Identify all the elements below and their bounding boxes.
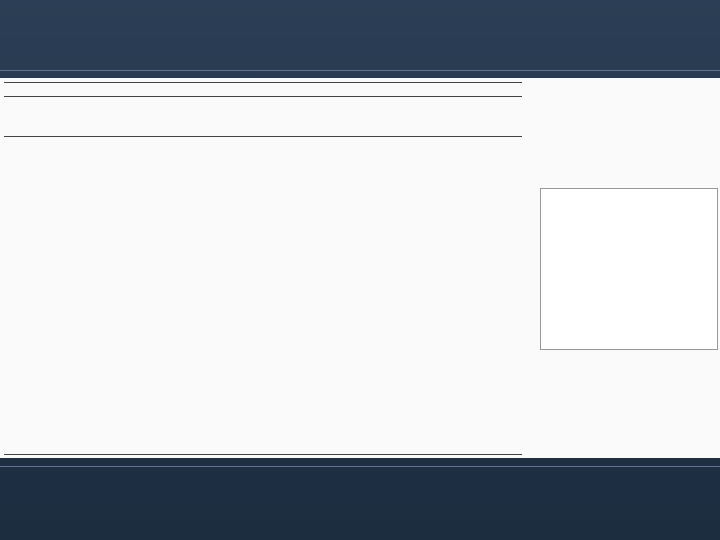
legend-panel (540, 188, 718, 350)
header-rule (4, 96, 522, 97)
slide-bottom-rule (0, 466, 720, 467)
table-bottom-rule (4, 454, 522, 455)
slide-top-rule (0, 70, 720, 71)
subheader-rule (4, 136, 522, 137)
table-top-rule (4, 82, 522, 83)
